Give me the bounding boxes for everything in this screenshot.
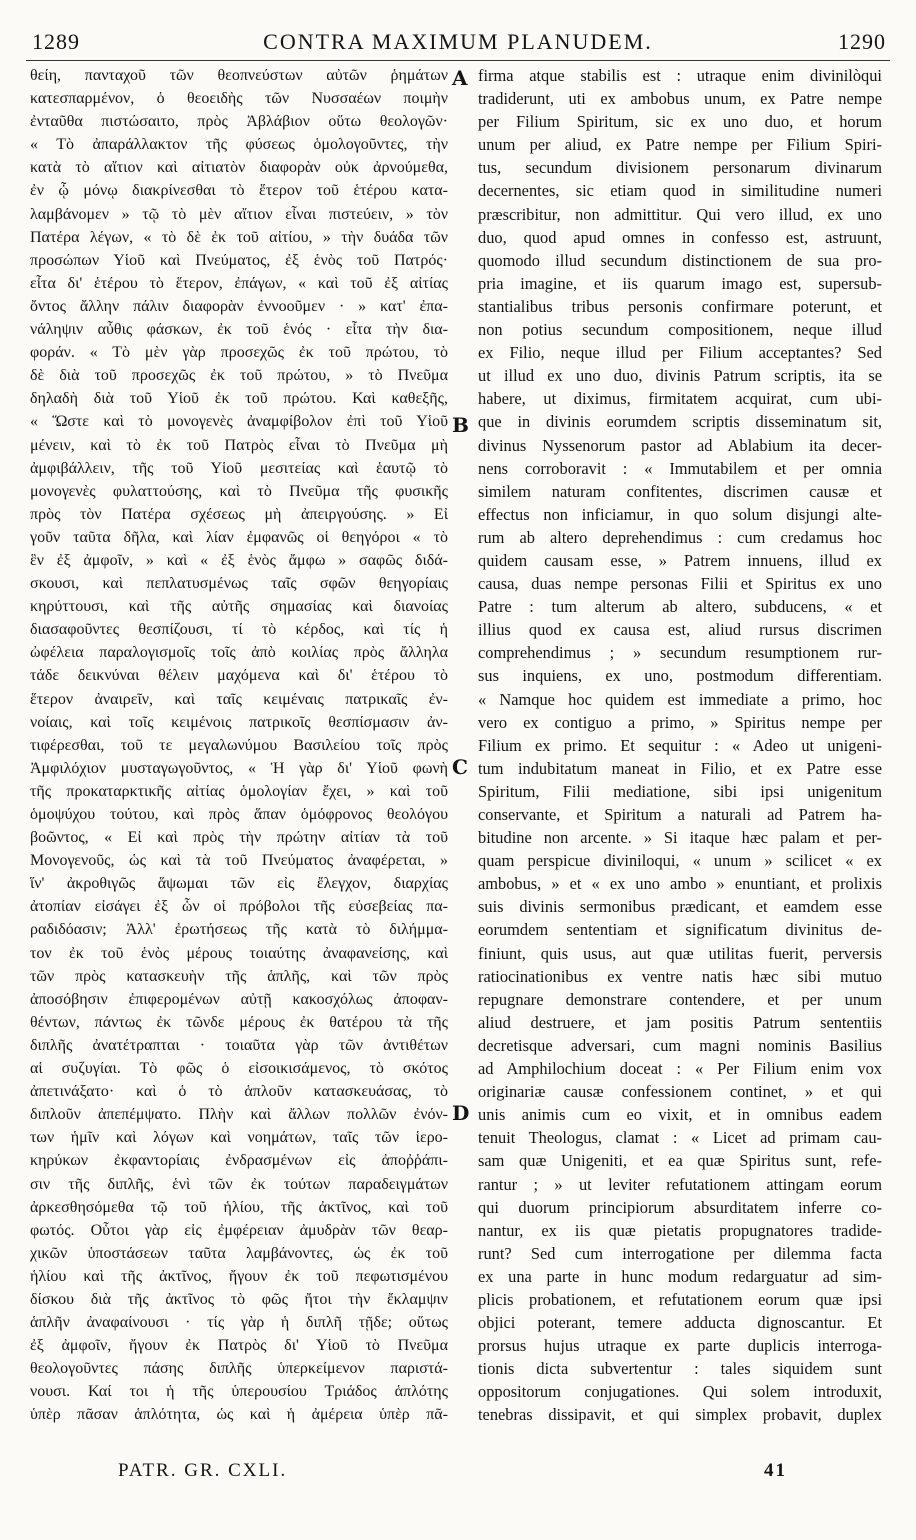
text-line: ἀτοπίαν εἰσάγει ἐξ ὧν οἱ πρόβολοι τῆς εὐσεβείας πα-	[30, 898, 448, 916]
text-line: tenuit Theologus, clamat : « Licet ad primam cau-	[478, 1128, 882, 1148]
text-line: ut illud ex uno duo, divinis Patrum scriptis, ita se	[478, 366, 882, 386]
text-line: Πατέρα λέγων, « τὸ δὲ ἐκ τοῦ αἰτίου, » τὴν δυάδα τῶν	[30, 228, 448, 246]
page-number-left: 1289	[32, 29, 80, 54]
text-line: rum ab altero deprehendimus : cum credamus hoc	[478, 527, 882, 547]
text-line: Filium ex primo. Et sequitur : « Adeo ut unigeni-	[478, 735, 882, 755]
text-line: objici poterant, temere adducta dignoscantur. Et	[478, 1313, 882, 1333]
text-line: quam perspicue diviniloqui, « unum » scilicet « ex	[478, 851, 882, 871]
text-line: νάληψιν αὖθις φάσκων, ἐκ τοῦ ἑνός · εἶτα τὴν δια-	[30, 321, 448, 339]
text-line: non potius secundum compositionem, neque illud	[478, 320, 882, 340]
text-line: Patre : tum alterum ab altero, subducens, « et	[478, 597, 882, 617]
latin-column	[478, 64, 882, 1454]
margin-mark-d: D	[452, 1101, 470, 1125]
text-line: Ἀμφιλόχιον μυσταγωγοῦντος, « Ἡ γὰρ δι' Υἱοῦ φωνὴ	[30, 759, 448, 777]
text-line: ἓν ἐξ ἀμφοῖν, » καὶ « ἐξ ἑνὸς ἄμφω » σαφῶς διδά-	[30, 551, 448, 569]
greek-column	[30, 64, 448, 1454]
text-line: similem naturam confitentes, discrimen causæ et	[478, 481, 882, 501]
text-line: χικῶν ὑποστάσεων ταῦτα λαμβάνοντες, ὡς ἐκ τοῦ	[30, 1244, 448, 1262]
text-line: γοῦν ταῦτα δῆλα, καὶ λίαν ἐμφανῶς οἱ θεηγόροι « τὸ	[30, 528, 448, 546]
text-line: τάδε δεικνύναι θέλειν μαχόμενα καὶ δι' ἑτέρου τὸ	[30, 667, 448, 685]
text-line: διασαφοῦντες θεσπίζουσι, τί τὸ κέρδος, καὶ τίς ἡ	[30, 621, 448, 639]
text-line: divinus Nyssenorum pastor ad Ablabium ita decer-	[478, 435, 882, 455]
text-line: unum per aliud, ex Patre nempe per Filium Spiri-	[478, 135, 882, 155]
text-line: ex Filio, neque illud per Filium acceptantes? Sed	[478, 343, 882, 363]
text-line: comprehendimus ; » secundum resumptionem rur-	[478, 643, 882, 663]
text-line: των ἡμῖν καὶ λόγων καὶ νοημάτων, ταῖς τῶν ἱερο-	[30, 1129, 448, 1147]
text-line: plicis probationem, et refutationem eorum quæ ipsi	[478, 1289, 882, 1309]
footer-series: PATR. GR. CXLI.	[118, 1460, 288, 1481]
text-line: κηρύττουσι, καὶ τῆς αὐτῆς σημασίας καὶ διανοίας	[30, 598, 448, 616]
text-line: ad Amphilochium doceat : « Per Filium enim vox	[478, 1059, 882, 1079]
text-line: μένειν, καὶ τὸ ἐκ τοῦ Πατρὸς εἶναι τὸ Πνεῦμα μὴ	[30, 436, 448, 454]
text-line: tenebras dissipavit, et qui simplex probavit, duplex	[478, 1405, 882, 1425]
text-line: νουσι. Καί τοι ἡ τῆς ὑπερουσίου Τριάδος ἁπλότης	[30, 1383, 448, 1401]
text-line: stantialibus tribus personis confirmare poterunt, et	[478, 296, 882, 316]
text-line: aliud destruere, et jam positis Patrum sententiis	[478, 1012, 882, 1032]
text-line: θεολογοῦντες πάσης διπλῆς ὑπερκείμενον παριστά-	[30, 1360, 448, 1378]
text-line: « Namque hoc quidem est immediate a primo, hoc	[478, 689, 882, 709]
text-line: εἶτα δι' ἑτέρου τὸ ἕτερον, ἐπάγων, « καὶ τοῦ ἐξ αἰτίας	[30, 274, 448, 292]
text-line: σιν τῆς διπλῆς, ἑνὶ τῶν ἐκ τούτων παραδειγμάτων	[30, 1175, 448, 1193]
running-title: CONTRA MAXIMUM PLANUDEM.	[263, 29, 653, 54]
text-line: τῶν πρὸς κατασκευὴν τῆς ἁπλῆς, καὶ τῶν πρὸς	[30, 967, 448, 985]
text-line: « Τὸ ἀπαράλλακτον τῆς φύσεως ὁμολογοῦντες, τὴν	[30, 136, 448, 154]
text-line: τον ἐκ τοῦ ἑνὸς μέρους τοιαύτης ἀναφανείσης, καὶ	[30, 944, 448, 962]
text-line: θείη, πανταχοῦ τῶν θεοπνεύστων αὐτῶν ῥημάτων	[30, 67, 448, 84]
text-line: habere, ut diximus, firmitatem acquirat, cum ubi-	[478, 389, 882, 409]
text-line: quomodo illud secundum distinctionem de sua pro-	[478, 250, 882, 270]
text-line: bitudine non arcente. » Si itaque hæc palam et per-	[478, 828, 882, 848]
text-line: λαμβάνομεν » τῷ τὸ μὲν αἴτιον εἶναι πιστεύειν, » τὸν	[30, 205, 448, 223]
text-line: βοῶντος, « Εἰ καὶ πρὸς τὴν πρώτην αἰτίαν τὰ τοῦ	[30, 829, 448, 847]
text-line: κατὰ τὸ αἴτιον καὶ αἰτιατὸν διαφορὰν οὐκ ἀρνούμεθα,	[30, 159, 448, 177]
text-line: rantur ; » ut leviter refutationem attingam eorum	[478, 1174, 882, 1194]
text-line: σκουσι, καὶ πεπλατυσμένως ταῖς σφῶν θεηγορίαις	[30, 575, 448, 593]
text-line: ἐν ᾧ μόνῳ διακρίνεσθαι τὸ ἕτερον τοῦ ἑτέρου κατα-	[30, 182, 448, 200]
text-line: ἡλίου καὶ τῆς ἀκτῖνος, ἤγουν ἐκ τοῦ πεφωτισμένου	[30, 1267, 448, 1285]
text-line: ἐνταῦθα πιστώσαιτο, πρὸς Ἀβλάβιον οὕτω θεολογῶν·	[30, 113, 448, 131]
text-line: φοράν. « Τὸ μὲν γὰρ προσεχῶς ἐκ τοῦ πρώτου, τὸ	[30, 344, 448, 362]
text-line: κατεσπαρμένον, ὁ θεοειδὴς τῶν Νυσσαέων ποιμὴν	[30, 90, 448, 108]
margin-mark-a: A	[452, 66, 468, 90]
text-line: ἀρκεσθησόμεθα τῷ τοῦ ἡλίου, τῆς ἀκτῖνος, καὶ τοῦ	[30, 1198, 448, 1216]
text-line: suis divinis sermonibus prædicant, et eamdem esse	[478, 897, 882, 917]
text-line: ἕτερον ἀναιρεῖν, καὶ ταῖς κειμέναις πατρικαῖς ἐν-	[30, 690, 448, 708]
text-line: Spiritum, Filii mediatione, sibi ipsi unigenitum	[478, 781, 882, 801]
text-line: decretisque adversari, cum magni nominis Basilius	[478, 1035, 882, 1055]
text-line: ὠφέλεια παραλογισμοῖς τοῖς ἀπὸ κοιλίας πρὸς ἄλληλα	[30, 644, 448, 662]
text-line: ὑπὲρ πᾶσαν ἁπλότητα, ὡς καὶ ἡ ἀμέρεια ὑπὲρ πᾶ-	[30, 1406, 448, 1424]
text-line: προσώπων Υἱοῦ καὶ Πνεύματος, ἐξ ἑνὸς τοῦ Πατρός·	[30, 251, 448, 269]
text-line: τῆς προκαταρκτικῆς αἰτίας ὁμολογίαν ἔχει, » καὶ τοῦ	[30, 782, 448, 800]
text-line: τιφέρεσθαι, τοῦ τε μεγαλωνύμου Βασιλείου τοῖς πρὸς	[30, 736, 448, 754]
text-line: διπλῆς ἀνατέτραπται · τοιαῦτα γὰρ τῶν ἀντιθέτων	[30, 1036, 448, 1054]
text-line: oppositorum conjugationes. Qui solem introduxit,	[478, 1382, 882, 1402]
text-line: qui duorum principiorum absurditatem inferre co-	[478, 1197, 882, 1217]
margin-mark-c: C	[452, 755, 468, 779]
text-line: φωτός. Οὗτοι γὰρ εἰς ἐμφέρειαν ἀμυδρὰν τῶν θεαρ-	[30, 1221, 448, 1239]
text-line: præscribitur, non admittitur. Qui vero illud, ex uno	[478, 204, 882, 224]
text-line: sus inquiens, ex uno, postmodum differentiam.	[478, 666, 882, 686]
text-line: effectus non inficiamur, in quo solum disjungi alte-	[478, 504, 882, 524]
text-line: κηρύκων ἐκφαντορίαις ἐνδρασμένων εἰς ἀποῤῥάπι-	[30, 1152, 448, 1170]
text-line: ἀπετινάξατο· καὶ ὁ τὸ ἁπλοῦν κατασκευάσας, τὸ	[30, 1083, 448, 1101]
page-header	[26, 26, 890, 61]
text-line: firma atque stabilis est : utraque enim divinilòqui	[478, 66, 882, 85]
text-line: μονογενὲς φυλαττούσης, καὶ τὸ Πνεῦμα τῆς φυσικῆς	[30, 482, 448, 500]
text-line: tradiderunt, uti ex ambobus unum, ex Patre nempe	[478, 89, 882, 109]
text-line: Μονογενοῦς, ὡς καὶ τὰ τοῦ Πνεύματος ἀναφέρεται, »	[30, 852, 448, 870]
text-line: διπλοῦν ἀπεπέμψατο. Πλὴν καὶ ἄλλων πολλῶν ἐνόν-	[30, 1106, 448, 1124]
text-line: prorsus hujus utraque ex parte duplicis interroga-	[478, 1336, 882, 1356]
text-line: duo, quod apud omnes in confesso est, astruunt,	[478, 227, 882, 247]
text-line: ἁπλῆν ἀναφαίνουσι · τίς γὰρ ἡ διπλῆ τῇδε; οὕτως	[30, 1314, 448, 1332]
text-line: illius quod ex causa est, aliud rursus discrimen	[478, 620, 882, 640]
text-line: ratiocinationibus ex ventre natis hæc sibi mutuo	[478, 966, 882, 986]
text-line: originariæ causæ confessionem continet, » et qui	[478, 1082, 882, 1102]
text-line: νοίαις, καὶ τοῖς κειμένοις πατρικοῖς θεσπίσμασιν ἀν-	[30, 713, 448, 731]
text-line: quidem causam esse, » Patrem innuens, illud ex	[478, 550, 882, 570]
text-line: ἐξ ἀμφοῖν, ἤγουν ἐκ Πατρὸς δι' Υἱοῦ τὸ Πνεῦμα	[30, 1337, 448, 1355]
text-line: causa, duas nempe personas Filii et Spiritus ex uno	[478, 574, 882, 594]
text-line: ραδιδόασιν; Ἀλλ' ἐρωτήσεως τῆς κατὰ τὸ διλήμμα-	[30, 921, 448, 939]
text-line: sam quæ Unigeniti, et ea quæ Spiritus sunt, refe-	[478, 1151, 882, 1171]
text-line: conservante, et Spiritum a naturali ad Patrem ha-	[478, 805, 882, 824]
text-line: decernentes, sic etiam quod in similitudine numeri	[478, 181, 882, 201]
text-line: nantur, ex iis quæ pietatis propugnatores tradide-	[478, 1220, 882, 1240]
footer-signature: 41	[764, 1460, 787, 1481]
text-line: eorumdem sententiam et significatum divinitus de-	[478, 920, 882, 940]
text-line: « Ὥστε καὶ τὸ μονογενὲς ἀναμφίβολον ἐπὶ τοῦ Υἱοῦ	[30, 413, 448, 431]
text-line: runt? Sed cum interrogationе per dilemma facta	[478, 1243, 882, 1263]
page-number-right: 1290	[838, 29, 886, 54]
text-line: tionis dicta subvertentur : tales siquidem sunt	[478, 1359, 882, 1379]
text-line: que in divinis eorumdem scriptis disseminatum sit,	[478, 412, 882, 432]
text-line: unis animis cum eo vixit, et in omnibus eadem	[478, 1105, 882, 1125]
text-line: tum indubitatum maneat in Filio, et ex Patre esse	[478, 758, 882, 778]
text-line: δὲ διὰ τοῦ προσεχῶς ἐκ τοῦ πρώτου, » τὸ Πνεῦμα	[30, 367, 448, 385]
text-line: nens corroboravit : « Immutabilem et per omnia	[478, 458, 882, 478]
text-line: ἀμφιβάλλειν, τῆς τοῦ Υἱοῦ μεσιτείας καὶ ἑαυτῷ τὸ	[30, 459, 448, 477]
text-line: ἵν' ἀκροθιγῶς ἅψωμαι τῶν εἰς ἔλεγχον, διαρχίας	[30, 875, 448, 893]
text-line: αἱ συζυγίαι. Τὸ φῶς ὁ εἰσοικισάμενος, τὸ σκότος	[30, 1060, 448, 1078]
text-line: δίσκου διὰ τῆς ἀκτῖνος τὸ φῶς ἤτοι τὴν ἔκλαμψιν	[30, 1290, 448, 1308]
text-line: δηλαδὴ διὰ τοῦ Υἱοῦ ἐκ τοῦ πρώτου. Καὶ καθεξῆς,	[30, 390, 448, 408]
text-line: ambobus, » et « ex uno ambo » enuntiant, et prolixis	[478, 874, 882, 894]
text-line: finiunt, quis usus, aut quæ utilitas fuerit, perversis	[478, 943, 882, 963]
text-line: ὄντος ἄλλην πάλιν διαφορὰν ἐννοοῦμεν · » κατ' ἐπα-	[30, 297, 448, 315]
text-line: pria imagine, et iis quarum imago est, supersub-	[478, 273, 882, 293]
text-line: πρὸς τὸν Πατέρα σχέσεως μὴ ἀπειργούσης. » Εἰ	[30, 505, 448, 523]
text-line: tus, secundum divisionem personarum divinarum	[478, 158, 882, 178]
text-line: θέντων, πάντως ἐκ τῶνδε μέρους ἐκ θατέρου τὰ τῆς	[30, 1013, 448, 1031]
text-line: ἀποσόβησιν ἐπιφερομένων αὐτῇ κακοσχόλως ἀποφαν-	[30, 990, 448, 1008]
text-line: vero ex contiguo a primo, » Spiritus nempe per	[478, 712, 882, 732]
text-line: per Filium Spiritum, sic ex uno duo, et horum	[478, 112, 882, 132]
text-line: repugnare demonstrare contendere, et per unum	[478, 989, 882, 1009]
margin-mark-b: B	[452, 413, 469, 437]
text-line: ὁμοψύχου τούτου, καὶ πρὸς ἅπαν ὁμόφρονος θεολόγου	[30, 806, 448, 823]
text-line: ex una parte in hunc modum redarguatur ad sim-	[478, 1266, 882, 1286]
